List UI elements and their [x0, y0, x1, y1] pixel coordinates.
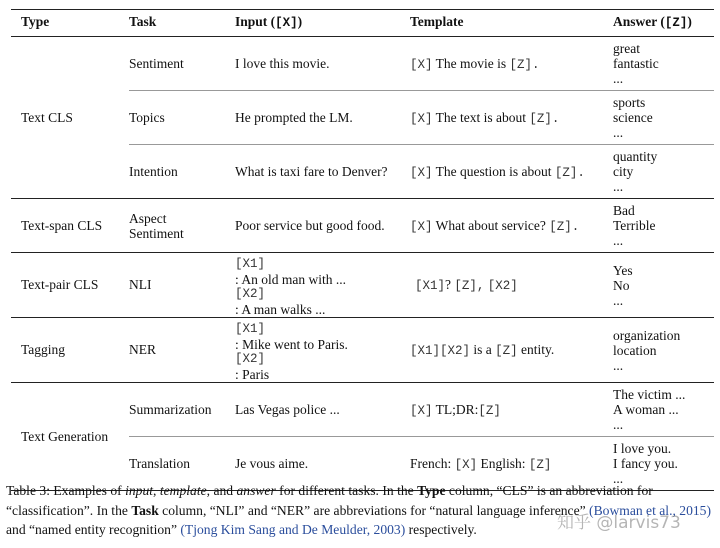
- type-cell: Text-pair CLS: [21, 277, 99, 292]
- table-row: [11, 318, 714, 383]
- task-cell: NLI: [129, 277, 152, 292]
- table-row: [11, 253, 714, 318]
- type-cell: Text CLS: [21, 109, 73, 125]
- header-type: Type: [21, 14, 50, 29]
- header-task: Task: [129, 14, 157, 29]
- template-cell: [X1]? [Z], [X2]: [415, 277, 518, 293]
- task-cell: Aspect Sentiment: [129, 210, 184, 241]
- task-cell: Sentiment: [129, 37, 235, 91]
- type-cell: Tagging: [21, 342, 66, 357]
- input-cell: What is taxi fare to Denver?: [235, 163, 388, 179]
- input-cell: I love this movie.: [235, 37, 410, 91]
- answer-cell: I love you. I fancy you. ...: [613, 441, 678, 486]
- examples-table: [11, 9, 714, 491]
- input-cell: [X1] : An old man with ... [X2] : A man walks ...: [235, 257, 346, 317]
- table-row: [11, 199, 714, 253]
- table-row: [11, 37, 714, 91]
- template-cell: [X] The movie is [Z].: [410, 37, 613, 91]
- input-cell: Je vous aime.: [235, 455, 309, 471]
- type-cell: Text-span CLS: [21, 217, 103, 233]
- task-cell: Topics: [129, 91, 235, 145]
- input-cell: Las Vegas police ...: [235, 383, 410, 437]
- template-cell: [X] What about service? [Z].: [410, 217, 580, 234]
- task-cell: Translation: [129, 455, 191, 471]
- answer-cell: sports science ...: [613, 91, 714, 145]
- template-cell: French: [X] English: [Z]: [410, 455, 552, 472]
- template-cell: [X] TL;DR:[Z]: [410, 383, 613, 437]
- header-template: Template: [410, 14, 464, 29]
- citation-tjong-kim-sang[interactable]: (Tjong Kim Sang and De Meulder, 2003): [180, 522, 406, 537]
- table-row: [11, 383, 714, 437]
- task-cell: Intention: [129, 163, 178, 179]
- task-cell: Summarization: [129, 383, 235, 437]
- answer-cell: Bad Terrible ...: [613, 203, 656, 248]
- header-input: Input ([X]): [235, 14, 303, 30]
- answer-cell: great fantastic ...: [613, 37, 714, 91]
- template-cell: [X1][X2] is a [Z] entity.: [410, 342, 555, 358]
- template-cell: [X] The text is about [Z].: [410, 91, 613, 145]
- input-cell: Poor service but good food.: [235, 217, 385, 233]
- answer-cell: quantity city ...: [613, 149, 658, 194]
- header-answer: Answer ([Z]): [613, 14, 692, 30]
- answer-cell: Yes No ...: [613, 262, 633, 308]
- input-cell: [X1] : Mike went to Paris. [X2] : Paris: [235, 322, 348, 382]
- template-cell: [X] The question is about [Z].: [410, 163, 585, 180]
- watermark: 知乎 @larvis73: [557, 513, 681, 533]
- task-cell: NER: [129, 342, 156, 357]
- table-caption: Table 3: Examples of input, template, and answer for different tasks. In the Type column, “CLS” is an abbreviation for “classification”. In the Task column, “NLI” and “NER” are abbreviations for “natural language inference” (Bowman et al., 2015) and “named entity recognition” (Tjong Kim Sang and De Meulder, 2003) respectively.: [6, 483, 711, 537]
- citation-bowman[interactable]: (Bowman et al., 2015): [589, 502, 711, 518]
- answer-cell: The victim ... A woman ... ...: [613, 383, 714, 437]
- header-row: [11, 10, 714, 37]
- type-cell: Text Generation: [21, 428, 109, 444]
- answer-cell: organization location ...: [613, 327, 681, 373]
- input-cell: He prompted the LM.: [235, 91, 410, 145]
